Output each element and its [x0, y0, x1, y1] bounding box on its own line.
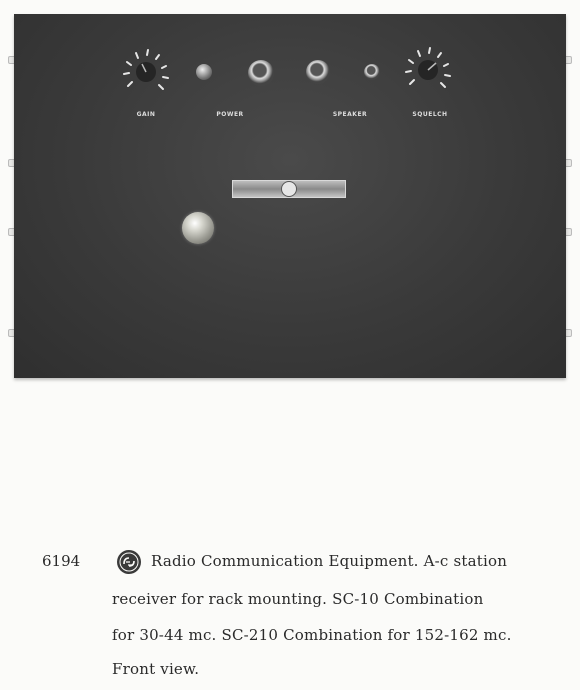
gain-label: GAIN	[136, 111, 156, 118]
control-knob	[306, 60, 330, 84]
nameplate-logo-icon	[281, 181, 297, 197]
gain-dial-icon	[118, 44, 174, 100]
squelch-label: SQUELCH	[412, 111, 448, 118]
receiver-front-panel	[14, 14, 566, 378]
caption-line: receiver for rack mounting. SC-10 Combination	[112, 590, 484, 608]
ge-monogram-icon	[116, 549, 142, 575]
speaker-jack	[364, 64, 380, 80]
nameplate	[232, 180, 346, 198]
figure-number: 6194	[42, 552, 81, 570]
speaker-label: SPEAKER	[332, 111, 368, 118]
pilot-lamp-lens	[182, 212, 214, 244]
caption-line: Front view.	[112, 660, 200, 678]
caption-line: Radio Communication Equipment. A-c station	[151, 552, 508, 570]
power-label: POWER	[216, 111, 244, 118]
caption-line: for 30-44 mc. SC-210 Combination for 152-162 mc.	[112, 626, 512, 644]
control-knob	[248, 60, 274, 86]
squelch-dial-icon	[400, 42, 456, 98]
power-switch	[196, 64, 212, 80]
